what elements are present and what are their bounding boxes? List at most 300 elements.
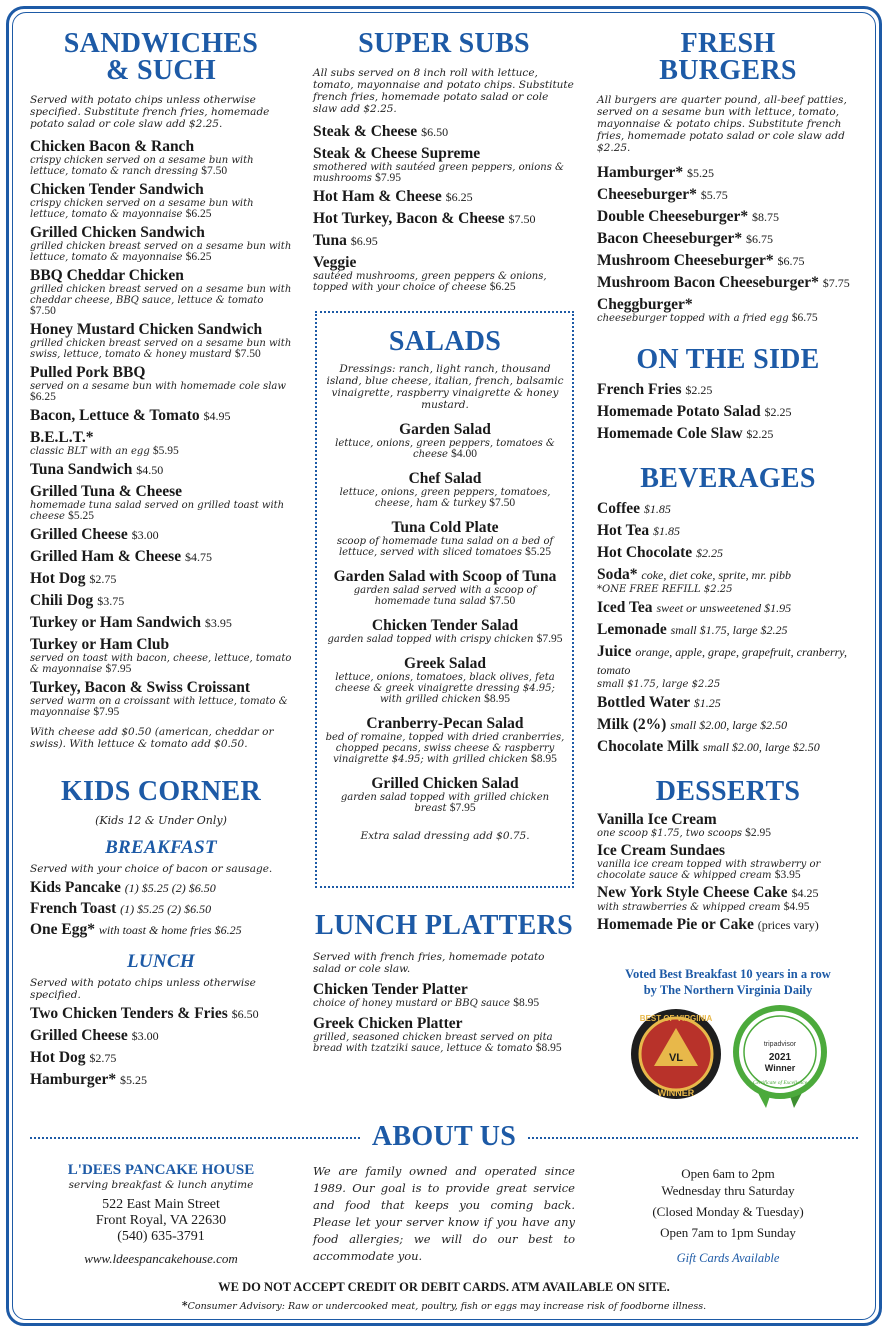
item-description-text: scoop of homemade tuna salad on a bed of lettuce, served with sliced tomatoes [336,536,554,558]
item-description-price: $4.00 [451,448,477,460]
item-description-price: $6.25 [185,251,212,263]
item-description-text: classic BLT with an egg [30,446,150,457]
item-price: $8.75 [752,210,779,224]
platters-list [313,981,575,1054]
about-text: We are family owned and operated since 1989. Our goal is to provide great service and food that keeps you coming back. Please let your server know if you have any food allergies; we will do our best to accommodate you. [313,1164,575,1263]
kids-subtitle: (Kids 12 & Under Only) [95,814,227,827]
item-description [597,313,859,324]
item-name [313,145,575,162]
item-name [597,230,859,248]
menu-item [325,775,565,814]
item-name [597,842,859,859]
item-name-text: Homemade Cole Slaw [597,425,743,442]
item-name [325,715,565,732]
item-description-price: $7.50 [489,595,516,607]
menu-item [30,321,292,360]
item-name [30,364,292,381]
item-price: $2.75 [89,572,117,586]
item-description [325,487,565,509]
item-price: $6.50 [421,125,449,139]
item-name-text: Juice [597,643,632,660]
item-name [30,224,292,241]
item-name [30,1049,292,1067]
item-name-text: Grilled Cheese [30,1027,128,1044]
side-title: ON THE SIDE [636,344,820,375]
item-description-text: choice of honey mustard or BBQ sauce [313,998,511,1009]
sandwiches-list [30,138,292,718]
menu-item [597,208,859,226]
item-name-text: Coffee [597,500,641,517]
item-price: $1.85 [652,524,680,538]
item-name-text: Hot Turkey, Bacon & Cheese [313,210,505,227]
item-description-price: $6.25 [30,391,56,403]
item-price: $3.00 [131,528,159,542]
item-description [597,828,859,839]
item-name-text: Two Chicken Tenders & Fries [30,1005,228,1022]
item-name-text: Ice Cream Sundaes [597,842,726,859]
payment-notice: WE DO NOT ACCEPT CREDIT OR DEBIT CARDS. ATM AVAILABLE ON SITE. [218,1280,670,1294]
item-name [597,716,859,734]
menu-item [597,916,859,934]
beverages-list [597,500,859,756]
item-price: $4.95 [203,409,231,423]
item-description-text: garden salad topped with grilled chicken breast [340,792,550,814]
item-name-text: Chicken Tender Platter [313,981,468,998]
hours-line-3: (Closed Monday & Tuesday) [652,1204,804,1219]
item-name-text: Cranberry-Pecan Salad [366,715,524,732]
item-description-text: with strawberries & whipped cream [597,902,781,913]
kids-breakfast-list [30,879,292,939]
item-price: $6.75 [745,232,773,246]
item-description-price: $7.50 [234,348,261,360]
item-name [30,321,292,338]
badge1-top-text: BEST OF VIRGINIA [639,1014,713,1023]
item-name-text: BBQ Cheddar Chicken [30,267,184,284]
item-description [325,672,565,705]
award-text [597,966,859,998]
item-name [597,694,859,712]
item-description-price: $3.95 [774,869,801,881]
menu-item [30,879,292,897]
item-description [30,198,292,220]
item-description [30,284,292,317]
item-description-price: $8.95 [484,693,510,705]
item-name [325,519,565,536]
item-description-text: vanilla ice cream topped with strawberry or chocolate sauce & whipped cream [597,859,821,881]
left-column [30,30,292,1089]
item-name [597,544,859,562]
menu-item [597,296,859,324]
item-description [30,241,292,263]
item-description-text: *ONE FREE REFILL $2.25 [597,584,733,595]
item-name [30,636,292,653]
item-name [30,548,292,566]
item-name [30,267,292,284]
menu-item [30,1027,292,1045]
menu-item [313,210,575,228]
menu-item [313,123,575,141]
item-price: $3.00 [131,1029,159,1043]
item-name-text: Chef Salad [408,470,482,487]
item-name-text: Honey Mustard Chicken Sandwich [30,321,263,338]
item-description-text: garden salad topped with crispy chicken [327,634,534,645]
item-description-text: lettuce, onions, green peppers, tomatoes & cheese [335,438,555,460]
menu-item [313,188,575,206]
about-title: ABOUT US [371,1121,517,1152]
sandwiches-note: Served with potato chips unless otherwise specified. Substitute french fries, homemade potato salad or cole slaw add $2.25. [30,94,270,130]
item-name-text: Veggie [313,254,357,271]
item-price: small $2.00, large $2.50 [670,718,788,732]
item-description-price: $7.95 [93,706,120,718]
restaurant-tagline: serving breakfast & lunch anytime [68,1179,254,1191]
item-name-text: Bottled Water [597,694,690,711]
item-description-text: sautéed mushrooms, green peppers & onions, topped with your choice of cheese [313,271,547,293]
kids-lunch-list [30,1005,292,1089]
item-description [597,584,859,595]
item-description-price: $5.95 [152,445,179,457]
menu-item [597,643,859,690]
item-name-text: Mushroom Cheeseburger* [597,252,774,269]
burgers-list [597,164,859,324]
advisory-text: Consumer Advisory: Raw or undercooked meat, poultry, fish or eggs may increase risk of foodborne illness. [187,1301,707,1312]
item-name [30,592,292,610]
item-description-price: $6.25 [489,281,516,293]
item-description-price: $7.95 [105,663,132,675]
item-name [597,252,859,270]
menu-item [597,599,859,617]
contact-block [30,1162,292,1267]
item-description-text: garden salad served with a scoop of homemade tuna salad [353,585,537,607]
item-description-text: served on toast with bacon, cheese, lettuce, tomato & mayonnaise [30,653,292,675]
item-name-text: Grilled Tuna & Cheese [30,483,183,500]
item-description-price: $5.25 [68,510,94,522]
item-price: $6.75 [777,254,805,268]
kids-lunch-title: LUNCH [127,951,195,972]
item-name [325,470,565,487]
item-price: $4.25 [791,886,819,900]
menu-item [30,614,292,632]
item-price: small $1.75, large $2.25 [670,623,788,637]
item-description-price: $4.95 [783,901,810,913]
hours-line-4: Open 7am to 1pm Sunday [660,1225,796,1240]
item-description [597,902,859,913]
item-description-text: grilled, seasoned chicken breast served on pita bread with tzatziki sauce, lettuce & tomato [313,1032,553,1054]
item-price: (prices vary) [757,918,819,932]
item-price: $5.25 [119,1073,147,1087]
item-description-price: $7.50 [201,165,228,177]
menu-item [313,981,575,1009]
menu-item [30,364,292,403]
item-price: $3.95 [204,616,232,630]
item-price: $6.25 [445,190,473,204]
item-name [313,210,575,228]
item-name-text: Turkey or Ham Sandwich [30,614,201,631]
item-name-text: Greek Salad [404,655,486,672]
item-description [597,679,859,690]
item-description-text: small $1.75, large $2.25 [597,679,721,690]
item-description-text: grilled chicken breast served on a sesame bun with swiss, lettuce, tomato & honey mustard [30,338,292,360]
menu-item [30,224,292,263]
item-name [597,186,859,204]
item-description [325,634,565,645]
kids-breakfast-title: BREAKFAST [105,837,217,858]
item-price: $5.75 [700,188,728,202]
item-description-text: lettuce, onions, green peppers, tomatoes, cheese, ham & turkey [339,487,551,509]
item-name-text: Chocolate Milk [597,738,700,755]
menu-item [30,900,292,918]
item-name-text: Cheggburger* [597,296,693,313]
item-name-text: Chicken Tender Salad [371,617,519,634]
menu-item [30,592,292,610]
item-name [597,916,859,934]
item-name [597,425,859,443]
item-name-text: Homemade Pie or Cake [597,916,754,933]
item-name [30,138,292,155]
menu-item [597,522,859,540]
kids-breakfast-note: Served with your choice of bacon or sausage. [30,863,273,875]
item-description [30,338,292,360]
item-description-text: served on a sesame bun with homemade cole slaw [30,381,286,392]
phone-number[interactable]: (540) 635-3791 [117,1229,205,1244]
menu-item [325,715,565,765]
item-name [597,884,859,902]
item-name [597,522,859,540]
menu-item [325,421,565,460]
item-name-text: Hot Chocolate [597,544,693,561]
subs-list [313,123,575,293]
item-price: orange, apple, grape, grapefruit, cranberry, tomato [597,645,847,677]
subs-note: All subs served on 8 inch roll with lettuce, tomato, mayonnaise and potato chips. Substitute french fries, homemade potato salad or cole slaw add $2.25. [313,67,574,115]
item-description [325,792,565,814]
menu-item [597,252,859,270]
item-description [313,271,575,293]
item-name-text: Hot Dog [30,570,86,587]
website-link[interactable]: www.ldeespancakehouse.com [84,1251,238,1266]
item-description-price: $6.75 [791,312,818,324]
item-name-text: Chili Dog [30,592,94,609]
consumer-advisory [30,1299,858,1312]
item-name [313,232,575,250]
item-description [313,1032,575,1054]
badge2-year-text: 2021 [768,1052,792,1063]
item-name-text: Double Cheeseburger* [597,208,749,225]
menu-item [597,186,859,204]
menu-item [30,1049,292,1067]
menu-item [597,230,859,248]
item-description-text: cheeseburger topped with a fried egg [597,313,789,324]
item-description [325,438,565,460]
item-name [325,421,565,438]
item-description [30,446,292,457]
item-name-text: Grilled Chicken Sandwich [30,224,205,241]
item-description [30,155,292,177]
item-name [597,296,859,313]
item-name-text: Kids Pancake [30,879,121,896]
item-name [30,461,292,479]
item-name-text: French Fries [597,381,682,398]
item-price: $1.85 [643,502,671,516]
menu-item [30,407,292,425]
menu-item [325,519,565,558]
menu-item [30,461,292,479]
item-description-text: one scoop $1.75, two scoops [597,828,742,839]
item-name-text: Hot Dog [30,1049,86,1066]
item-name [597,566,859,584]
restaurant-name: L'DEES PANCAKE HOUSE [67,1162,255,1178]
item-name [597,621,859,639]
item-name-text: Garden Salad [399,421,491,438]
beverages-title: BEVERAGES [640,463,816,494]
item-price: $2.25 [685,383,713,397]
menu-item [313,1015,575,1054]
menu-item [597,811,859,839]
about-divider-left [30,1137,360,1139]
menu-item [597,425,859,443]
item-description [30,500,292,522]
item-name [313,981,575,998]
item-name-text: Turkey, Bacon & Swiss Croissant [30,679,251,696]
item-price: $3.75 [97,594,125,608]
menu-item [597,621,859,639]
item-name-text: One Egg* [30,921,96,938]
menu-item [597,500,859,518]
desserts-title: DESSERTS [655,776,801,807]
item-name-text: Milk (2%) [597,716,667,733]
item-price: $4.50 [136,463,164,477]
item-description [30,381,292,403]
item-name-text: Vanilla Ice Cream [597,811,717,828]
item-description [30,696,292,718]
item-name-text: Chicken Tender Sandwich [30,181,204,198]
menu-item [597,566,859,595]
menu-item [313,145,575,184]
item-name-text: Garden Salad with Scoop of Tuna [333,568,557,585]
item-description-price: $7.50 [489,497,516,509]
salads-title: SALADS [388,326,502,357]
item-description-price: $8.95 [513,997,540,1009]
menu-item [30,429,292,457]
menu-item [30,921,292,939]
menu-item [30,526,292,544]
badge1-bottom-text: WINNER [657,1088,695,1098]
item-price: $2.25 [764,405,792,419]
kids-lunch-note: Served with potato chips unless otherwise specified. [30,977,256,1001]
gift-cards-note: Gift Cards Available [676,1251,780,1265]
address-line-2: Front Royal, VA 22630 [95,1213,227,1228]
right-column [597,30,859,934]
item-name [597,164,859,182]
item-price: (1) $5.25 (2) $6.50 [120,902,212,916]
item-description-text: crispy chicken served on a sesame bun with lettuce, tomato & ranch dressing [30,155,254,177]
menu-item [30,636,292,675]
item-name [30,1071,292,1089]
menu-item [313,232,575,250]
item-description [313,162,575,184]
item-price: $2.75 [89,1051,117,1065]
burgers-title: FRESH BURGERS [659,28,797,86]
sandwiches-title: SANDWICHES & SUCH [63,28,259,86]
item-description-price: $8.95 [531,753,557,765]
item-price: sweet or unsweetened $1.95 [656,601,792,615]
item-name [30,921,292,939]
desserts-list [597,811,859,934]
menu-item [30,138,292,177]
item-name [30,181,292,198]
item-name [313,188,575,206]
side-list [597,381,859,443]
item-name [597,381,859,399]
hours-line-1: Open 6am to 2pm [681,1166,775,1181]
item-name [30,570,292,588]
item-price: $7.50 [508,212,536,226]
item-price: $1.25 [693,696,721,710]
item-name-text: Steak & Cheese Supreme [313,145,481,162]
item-name-text: Greek Chicken Platter [313,1015,463,1032]
platters-note: Served with french fries, homemade potato salad or cole slaw. [313,951,545,975]
menu-item [597,694,859,712]
item-name [30,679,292,696]
item-name-text: Hamburger* [597,164,684,181]
item-name-text: Grilled Chicken Salad [371,775,519,792]
badge1-mid-text: VL [668,1052,684,1064]
item-name-text: Pulled Pork BBQ [30,364,146,381]
item-name-text: Bacon Cheeseburger* [597,230,743,247]
salads-footnote: Extra salad dressing add $0.75. [360,830,530,842]
item-name [325,775,565,792]
item-name-text: Cheeseburger* [597,186,697,203]
item-description-price: $8.95 [535,1042,562,1054]
item-description-price: $2.95 [745,827,772,839]
item-name-text: Steak & Cheese [313,123,418,140]
menu-item [597,738,859,756]
item-name-text: Tuna Cold Plate [391,519,499,536]
sandwiches-footnote: With cheese add $0.50 (american, cheddar or swiss). With lettuce & tomato add $0.50. [30,726,274,750]
item-name-text: Mushroom Bacon Cheeseburger* [597,274,819,291]
item-name [30,429,292,446]
hours-line-2: Wednesday thru Saturday [661,1183,795,1198]
salads-list [325,421,565,814]
item-name-text: Turkey or Ham Club [30,636,170,653]
item-description-price: $6.25 [185,208,212,220]
badge2-label-text: Winner [764,1063,796,1073]
menu-item [597,716,859,734]
item-description-text: served warm on a croissant with lettuce, tomato & mayonnaise [30,696,288,718]
item-name-text: French Toast [30,900,117,917]
tripadvisor-badge-icon [732,1004,828,1114]
item-description-price: $7.95 [536,633,563,645]
item-name [597,403,859,421]
advisory-asterisk: * [181,1299,188,1312]
menu-item [30,1071,292,1089]
address-line-1: 522 East Main Street [102,1197,220,1212]
menu-item [30,483,292,522]
menu-item [325,617,565,645]
item-name [30,1005,292,1023]
item-description-price: $7.95 [449,802,476,814]
item-name [313,254,575,271]
item-description-text: crispy chicken served on a sesame bun with lettuce, tomato & mayonnaise [30,198,254,220]
item-description [325,732,565,765]
kids-title: KIDS CORNER [60,776,262,807]
item-description [325,585,565,607]
item-name [30,526,292,544]
about-divider-right [528,1137,858,1139]
item-name [30,1027,292,1045]
item-price: $6.50 [231,1007,259,1021]
menu-item [597,884,859,913]
item-name [597,208,859,226]
item-name-text: Homemade Potato Salad [597,403,761,420]
